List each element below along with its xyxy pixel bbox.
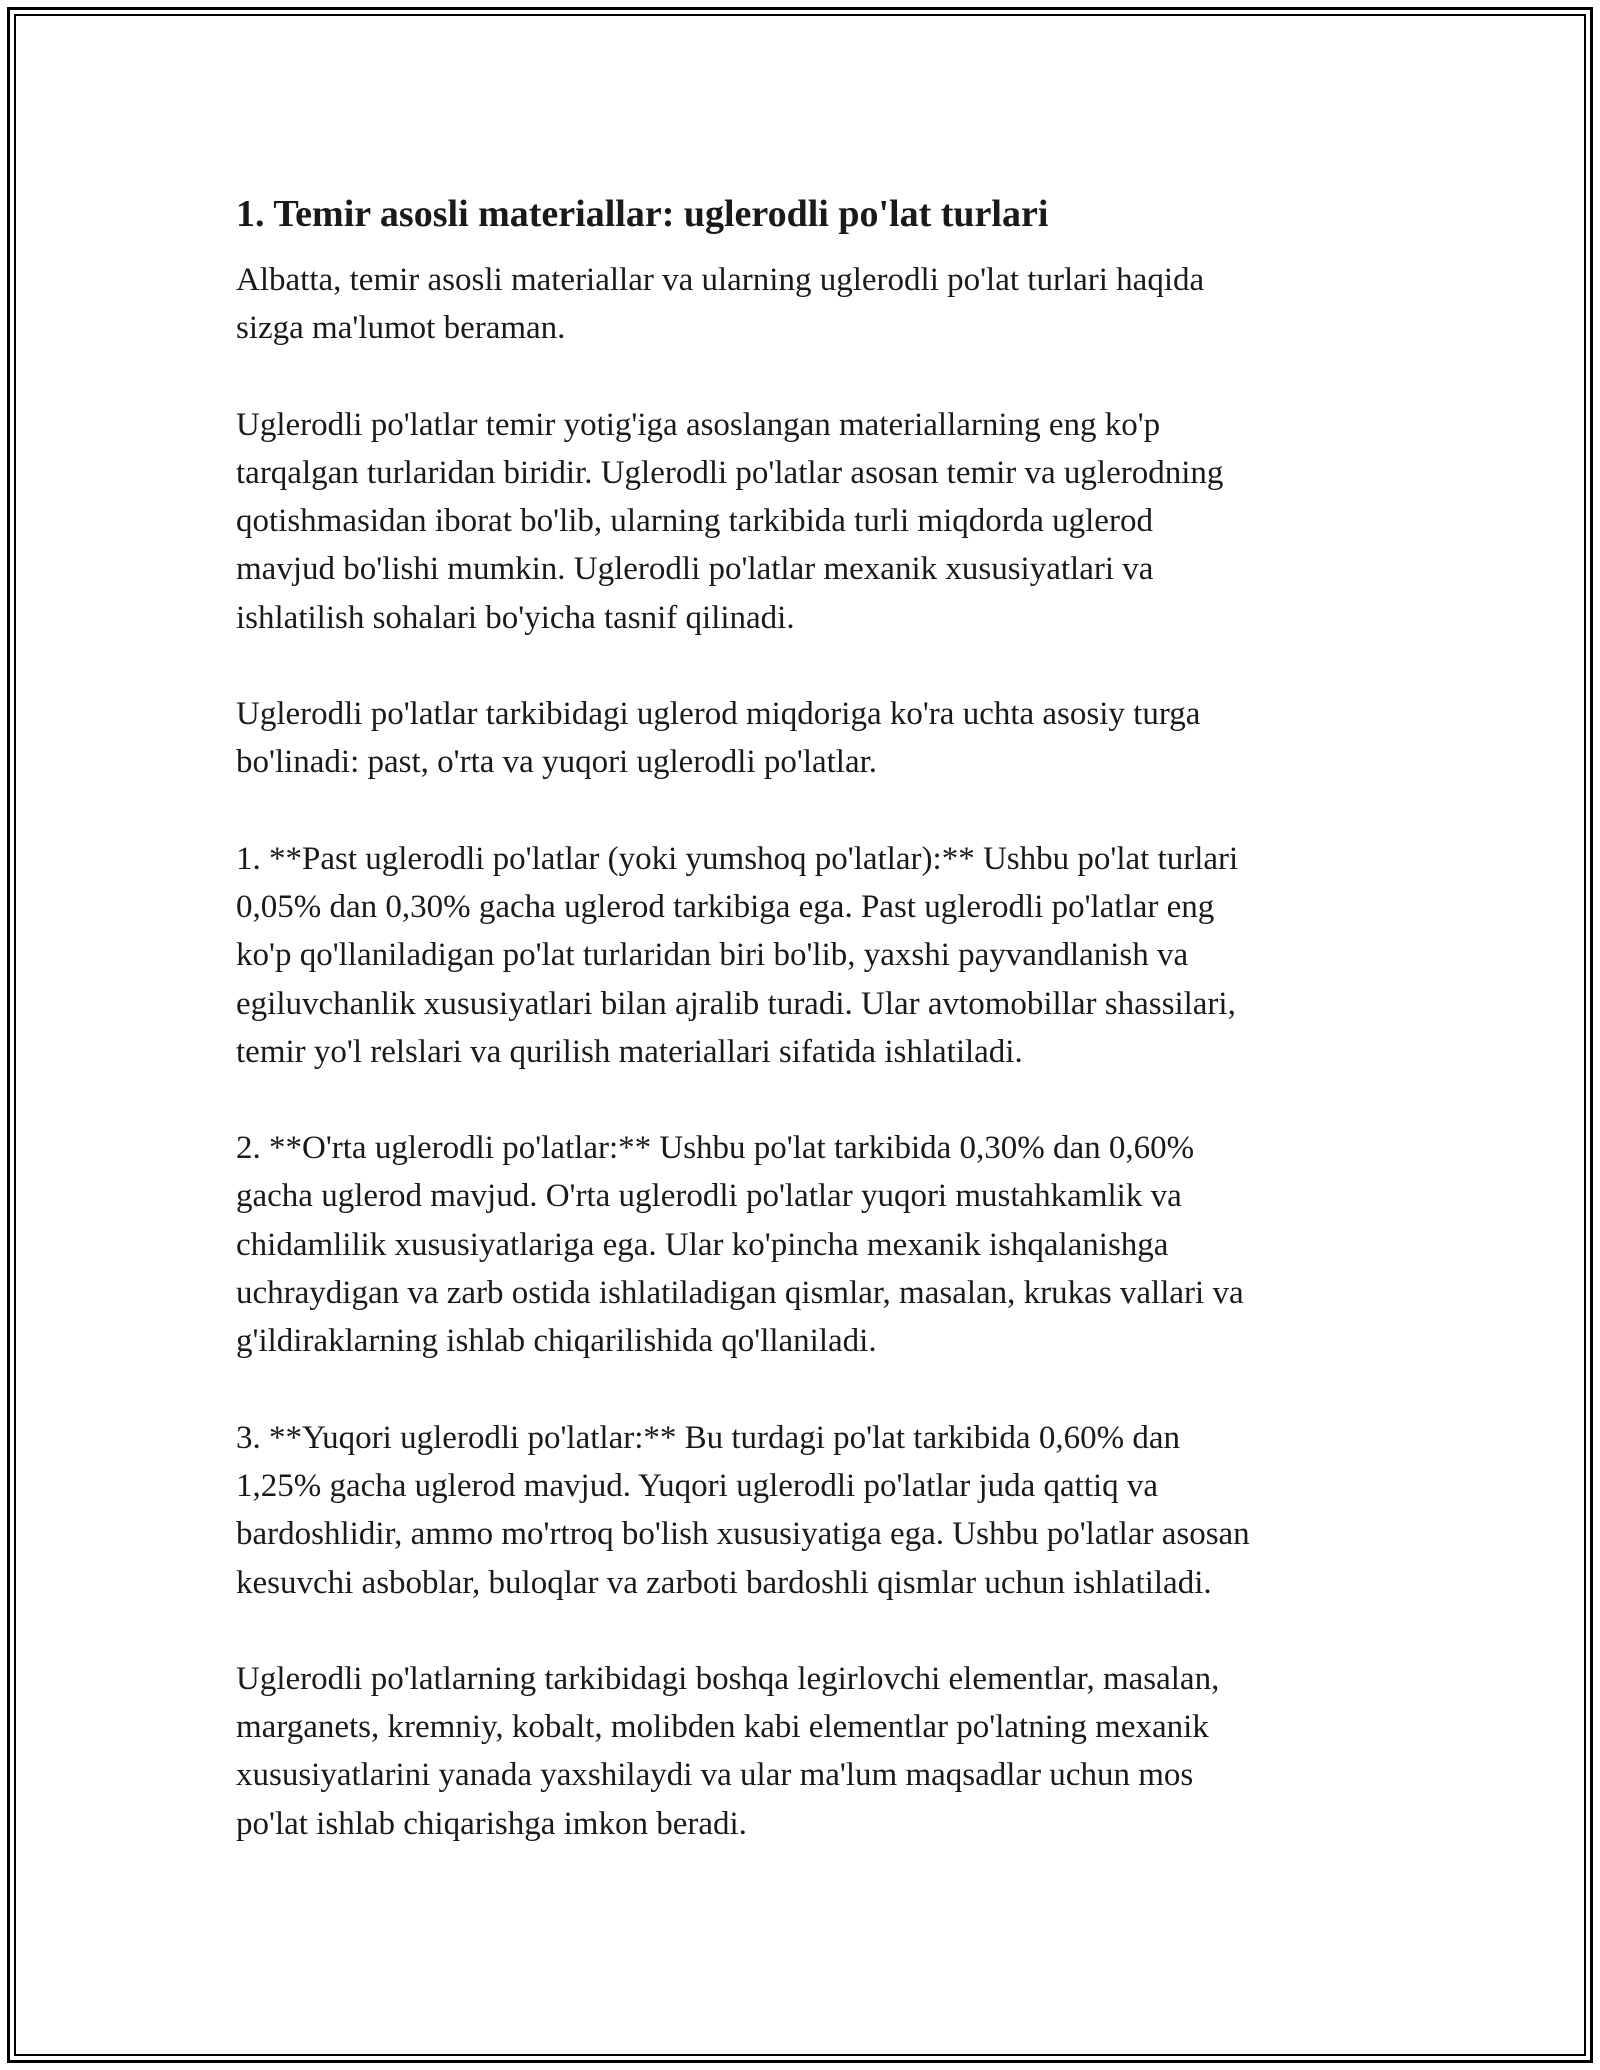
paragraph-alloying-elements: Uglerodli po'latlarning tarkibidagi boshqa legirlovchi elementlar, masalan, marganets, kremniy, kobalt, molibden kabi elementlar po'latning mexanik xususiyatlarini yanada yaxshilaydi va ular ma'lum maqsadlar uchun mos po'lat ishlab chiqarishga imkon beradi. [236,1660,1220,1842]
paragraph-classification: Uglerodli po'latlar tarkibidagi uglerod miqdoriga ko'ra uchta asosiy turga bo'linadi: past, o'rta va yuqori uglerodli po'latlar. [236,696,1201,781]
paragraph-intro: Albatta, temir asosli materiallar va ularning uglerodli po'lat turlari haqida sizga ma'lumot beraman. [236,262,1205,347]
paragraph-definition: Uglerodli po'latlar temir yotig'iga asoslangan materiallarning eng ko'p tarqalgan turlaridan biridir. Uglerodli po'latlar asosan temir va uglerodning qotishmasidan iborat bo'lib, ularning tarkibida turli miqdorda uglerod mavjud bo'lishi mumkin. Uglerodli po'latlar mexanik xususiyatlari va ishlatilish sohalari bo'yicha tasnif qilinadi. [236,406,1224,636]
list-item-high-carbon: 3. **Yuqori uglerodli po'latlar:** Bu turdagi po'lat tarkibida 0,60% dan 1,25% gacha uglerod mavjud. Yuqori uglerodli po'latlar juda qattiq va bardoshlidir, ammo mo'rtroq bo'lish xususiyatiga ega. Ushbu po'latlar asosan kesuvchi asboblar, buloqlar va zarboti bardoshli qismlar uchun ishlatiladi. [236,1419,1250,1601]
document-body [236,190,1376,1896]
list-item-low-carbon: 1. **Past uglerodli po'latlar (yoki yumshoq po'latlar):** Ushbu po'lat turlari 0,05% dan 0,30% gacha uglerod tarkibiga ega. Past uglerodli po'latlar eng ko'p qo'llaniladigan po'lat turlaridan biri bo'lib, yaxshi payvandlanish va egiluvchanlik xususiyatlari bilan ajralib turadi. Ular avtomobillar shassilari, temir yo'l relslari va qurilish materiallari sifatida ishlatiladi. [236,840,1239,1070]
document-title: 1. Temir asosli materiallar: uglerodli po'lat turlari [236,193,1049,235]
list-item-medium-carbon: 2. **O'rta uglerodli po'latlar:** Ushbu po'lat tarkibida 0,30% dan 0,60% gacha uglerod mavjud. O'rta uglerodli po'latlar yuqori mustahkamlik va chidamlilik xususiyatlariga ega. Ular ko'pincha mexanik ishqalanishga uchraydigan va zarb ostida ishlatiladigan qismlar, masalan, krukas vallari va g'ildiraklarning ishlab chiqarilishida qo'llaniladi. [236,1130,1244,1360]
